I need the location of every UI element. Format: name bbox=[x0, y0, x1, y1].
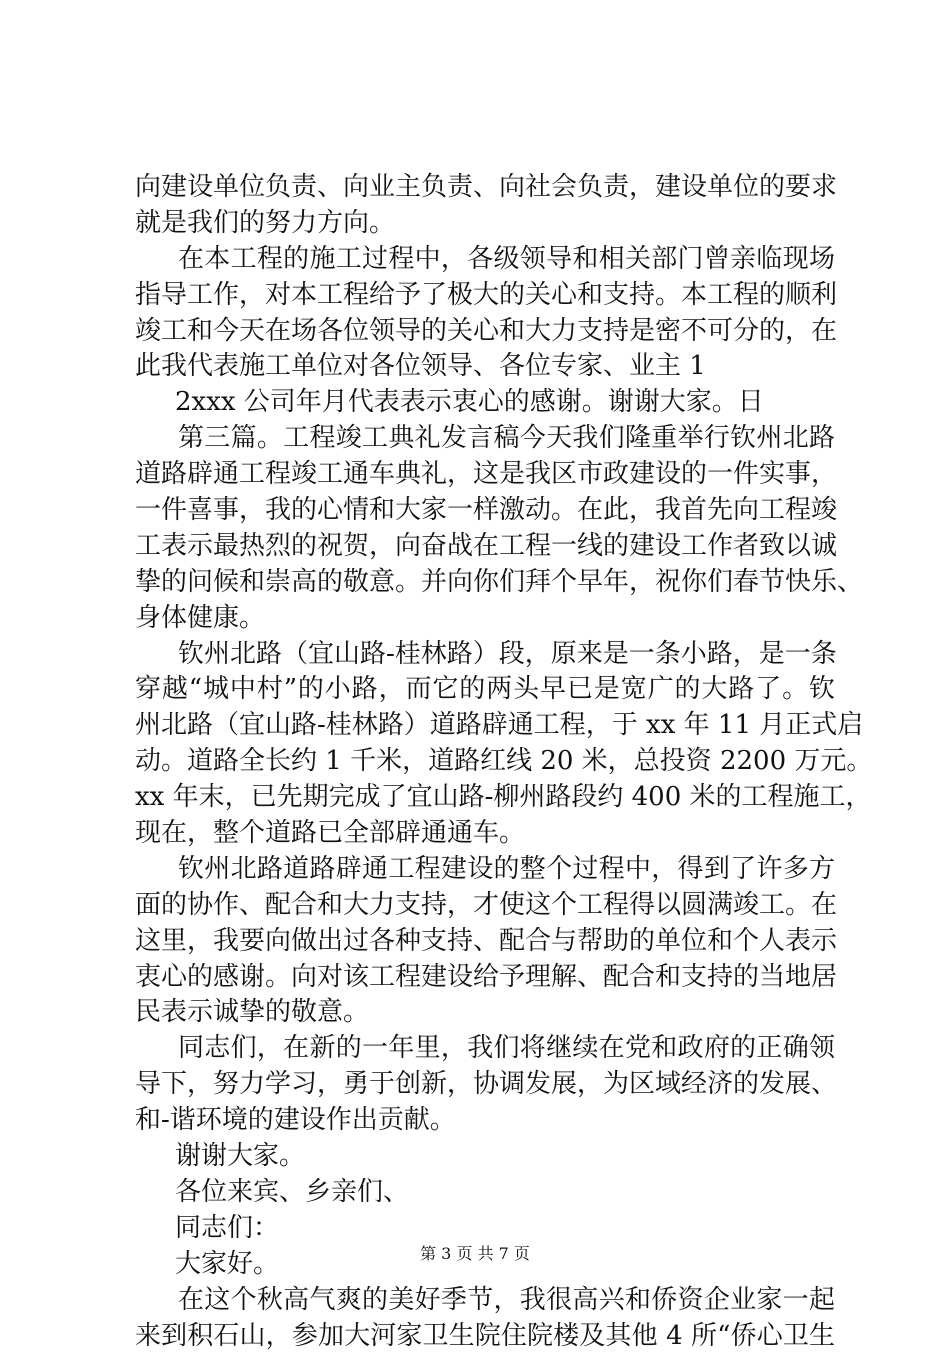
text-line: 穿越“城中村”的小路，而它的两头早已是宽广的大路了。钦 bbox=[135, 672, 835, 708]
text-line: 指导工作，对本工程给予了极大的关心和支持。本工程的顺利 bbox=[135, 278, 835, 314]
text-line: 工表示最热烈的祝贺，向奋战在工程一线的建设工作者致以诚 bbox=[135, 529, 835, 565]
text-line: 2xxx 公司年月代表表示衷心的感谢。谢谢大家。日 bbox=[135, 385, 835, 421]
text-line: 谢谢大家。 bbox=[135, 1139, 835, 1175]
text-line: 民表示诚挚的敬意。 bbox=[135, 995, 835, 1031]
text-line: 在这个秋高气爽的美好季节，我很高兴和侨资企业家一起 bbox=[135, 1283, 835, 1319]
text-line: 导下，努力学习，勇于创新，协调发展，为区域经济的发展、 bbox=[135, 1067, 835, 1103]
text-line: 第三篇。工程竣工典礼发言稿今天我们隆重举行钦州北路 bbox=[135, 421, 835, 457]
text-line: xx 年末，已先期完成了宜山路-柳州路段约 400 米的工程施工， bbox=[135, 780, 835, 816]
document-body bbox=[135, 170, 835, 1354]
page-footer: 第 3 页 共 7 页 bbox=[0, 1244, 950, 1264]
text-line: 动。道路全长约 1 千米，道路红线 20 米，总投资 2200 万元。 bbox=[135, 744, 835, 780]
text-line: 在本工程的施工过程中，各级领导和相关部门曾亲临现场 bbox=[135, 242, 835, 278]
text-line: 来到积石山，参加大河家卫生院住院楼及其他 4 所“侨心卫生 bbox=[135, 1319, 835, 1354]
text-line: 此我代表施工单位对各位领导、各位专家、业主 1 bbox=[135, 349, 835, 385]
text-line: 同志们： bbox=[135, 1211, 835, 1247]
text-line: 这里，我要向做出过各种支持、配合与帮助的单位和个人表示 bbox=[135, 924, 835, 960]
text-line: 衷心的感谢。向对该工程建设给予理解、配合和支持的当地居 bbox=[135, 960, 835, 996]
text-line: 钦州北路道路辟通工程建设的整个过程中，得到了许多方 bbox=[135, 852, 835, 888]
text-line: 钦州北路（宜山路-桂林路）段，原来是一条小路，是一条 bbox=[135, 637, 835, 673]
text-line: 身体健康。 bbox=[135, 601, 835, 637]
text-line: 大家好。 bbox=[135, 1247, 835, 1283]
text-line: 竣工和今天在场各位领导的关心和大力支持是密不可分的，在 bbox=[135, 314, 835, 350]
text-line: 州北路（宜山路-桂林路）道路辟通工程，于 xx 年 11 月正式启 bbox=[135, 708, 835, 744]
text-line: 同志们，在新的一年里，我们将继续在党和政府的正确领 bbox=[135, 1031, 835, 1067]
text-line: 一件喜事，我的心情和大家一样激动。在此，我首先向工程竣 bbox=[135, 493, 835, 529]
text-line: 各位来宾、乡亲们、 bbox=[135, 1175, 835, 1211]
text-line: 和-谐环境的建设作出贡献。 bbox=[135, 1103, 835, 1139]
text-line: 道路辟通工程竣工通车典礼，这是我区市政建设的一件实事， bbox=[135, 457, 835, 493]
text-line: 面的协作、配合和大力支持，才使这个工程得以圆满竣工。在 bbox=[135, 888, 835, 924]
text-line: 向建设单位负责、向业主负责、向社会负责，建设单位的要求 bbox=[135, 170, 835, 206]
text-line: 挚的问候和崇高的敬意。并向你们拜个早年，祝你们春节快乐、 bbox=[135, 565, 835, 601]
text-line: 现在，整个道路已全部辟通通车。 bbox=[135, 816, 835, 852]
text-line: 就是我们的努力方向。 bbox=[135, 206, 835, 242]
